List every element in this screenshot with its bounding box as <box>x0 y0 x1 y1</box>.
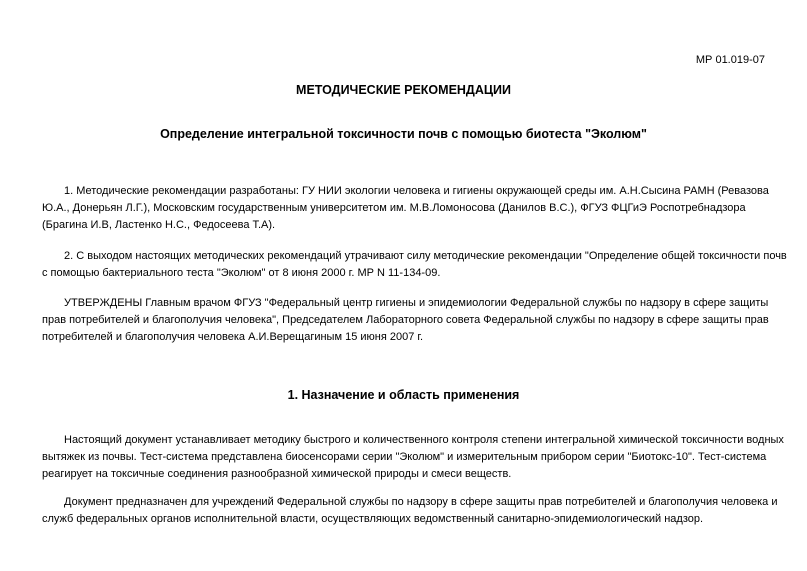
paragraph-line: Документ предназначен для учреждений Федеральной службы по надзору в сфере защиты прав потребителей и благополучия человека и <box>64 496 778 508</box>
document-code: МР 01.019-07 <box>695 54 765 66</box>
paragraph-supersedes <box>42 248 807 282</box>
paragraph-approved <box>42 295 807 346</box>
paragraph-developers <box>42 183 807 234</box>
paragraph-line: прав потребителей и благополучия человека", Председателем Лабораторного совета Федеральной службы по надзору в сфере защиты прав <box>42 314 769 326</box>
paragraph-line: УТВЕРЖДЕНЫ Главным врачом ФГУЗ "Федеральный центр гигиены и эпидемиологии Федеральной службы по надзору в сфере защиты <box>64 297 769 309</box>
paragraph-line: 1. Методические рекомендации разработаны: ГУ НИИ экологии человека и гигиены окружающей среды им. А.Н.Сысина РАМН (Ревазова <box>64 185 769 197</box>
document-title: МЕТОДИЧЕСКИЕ РЕКОМЕНДАЦИИ <box>296 83 511 97</box>
paragraph-line: реагирует на токсичные соединения разнообразной химической природы и смеси веществ. <box>42 468 512 480</box>
document-subtitle: Определение интегральной токсичности почв с помощью биотеста "Эколюм" <box>160 127 647 141</box>
paragraph-audience <box>42 494 807 528</box>
paragraph-purpose <box>42 432 807 483</box>
paragraph-line: 2. С выходом настоящих методических рекомендаций утрачивают силу методические рекомендации "Определение общей токсичности почв <box>64 250 787 262</box>
paragraph-line: вытяжек из почвы. Тест-система представлена биосенсорами серии "Эколюм" и измерительным прибором серии "Биотокс-10". Тест-система <box>42 451 767 463</box>
paragraph-line: с помощью бактериального теста "Эколюм" от 8 июня 2000 г. МР N 11-134-09. <box>42 267 441 279</box>
paragraph-line: Ю.А., Донерьян Л.Г.), Московским государственным университетом им. М.В.Ломоносова (Данилов В.С.), ФГУЗ ФЦГиЭ Роспотребнадзора <box>42 202 746 214</box>
paragraph-line: Настоящий документ устанавливает методику быстрого и количественного контроля степени интегральной химической токсичности водных <box>64 434 784 446</box>
paragraph-line: потребителей и благополучия человека А.И.Верещагиным 15 июня 2007 г. <box>42 331 424 343</box>
paragraph-line: служб федеральных органов исполнительной власти, осуществляющих ведомственный санитарно-эпидемиологический надзор. <box>42 513 704 525</box>
paragraph-line: (Брагина И.В, Ластенко Н.С., Федосеева Т.А). <box>42 219 276 231</box>
section-heading: 1. Назначение и область применения <box>287 388 520 402</box>
